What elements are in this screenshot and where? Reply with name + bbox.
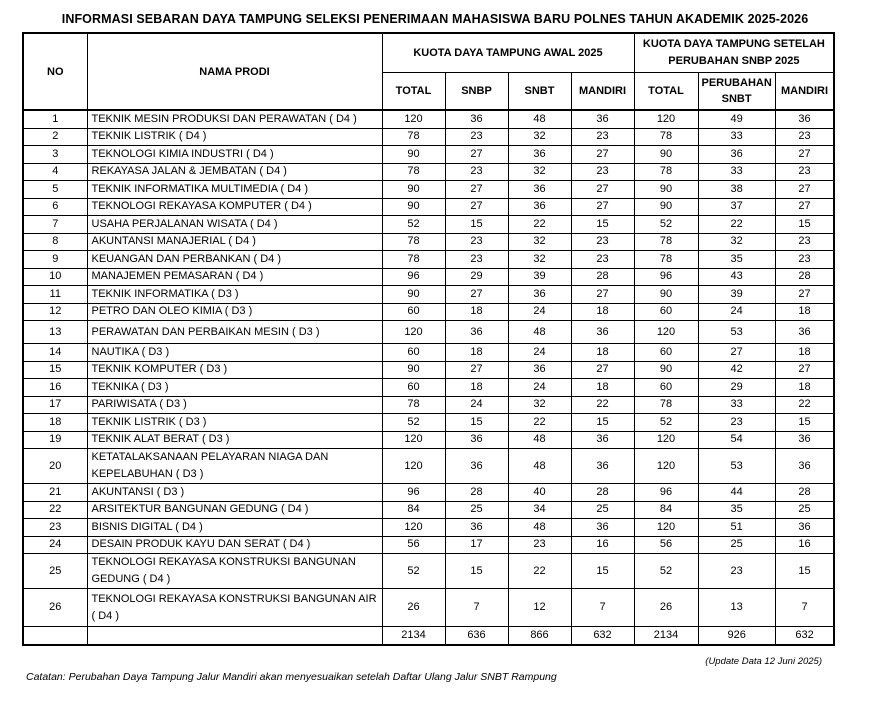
table-row [23, 361, 834, 379]
cell-snbt: 32 [508, 163, 571, 181]
cell-mandiri: 36 [571, 519, 634, 537]
cell-total2: 96 [634, 268, 698, 286]
cell-snbt2: 54 [698, 431, 775, 449]
cell-mandiri2: 15 [775, 414, 834, 432]
cell-total2: 60 [634, 303, 698, 321]
cell-prodi: MANAJEMEN PEMASARAN ( D4 ) [87, 268, 382, 286]
cell-snbt: 32 [508, 233, 571, 251]
cell-snbt2: 29 [698, 379, 775, 397]
table-row [23, 251, 834, 269]
cell-total2: 120 [634, 519, 698, 537]
cell-total2: 90 [634, 181, 698, 199]
cell-snbt2: 43 [698, 268, 775, 286]
cell-prodi: KETATALAKSANAAN PELAYARAN NIAGA DAN KEPELABUHAN ( D3 ) [87, 449, 382, 484]
cell-snbp: 27 [445, 286, 508, 304]
header-total-2: TOTAL [634, 73, 698, 111]
cell-snbp: 36 [445, 449, 508, 484]
cell-prodi: TEKNOLOGI REKAYASA KOMPUTER ( D4 ) [87, 198, 382, 216]
cell-snbp: 7 [445, 589, 508, 627]
cell-mandiri: 27 [571, 361, 634, 379]
cell-prodi: USAHA PERJALANAN WISATA ( D4 ) [87, 216, 382, 234]
cell-snbt2: 33 [698, 396, 775, 414]
cell-snbp: 15 [445, 216, 508, 234]
cell-no: 7 [23, 216, 87, 234]
cell-snbt: 24 [508, 379, 571, 397]
cell-mandiri: 36 [571, 321, 634, 344]
cell-mandiri: 27 [571, 286, 634, 304]
table-row [23, 286, 834, 304]
cell-snbt: 48 [508, 449, 571, 484]
cell-snbt: 39 [508, 268, 571, 286]
cell-mandiri: 28 [571, 268, 634, 286]
cell-prodi: AKUNTANSI ( D3 ) [87, 484, 382, 502]
cell-prodi: TEKNIK LISTRIK ( D3 ) [87, 414, 382, 432]
cell-mandiri2: 28 [775, 268, 834, 286]
cell-prodi: TEKNOLOGI KIMIA INDUSTRI ( D4 ) [87, 146, 382, 164]
cell-snbp: 24 [445, 396, 508, 414]
cell-total: 78 [382, 396, 445, 414]
table-row [23, 554, 834, 589]
cell-total2: 56 [634, 536, 698, 554]
header-nama-prodi: NAMA PRODI [87, 33, 382, 110]
table-row [23, 321, 834, 344]
cell-prodi: BISNIS DIGITAL ( D4 ) [87, 519, 382, 537]
cell-total2: 90 [634, 198, 698, 216]
cell-prodi: REKAYASA JALAN & JEMBATAN ( D4 ) [87, 163, 382, 181]
cell-snbt: 48 [508, 321, 571, 344]
cell-snbt: 22 [508, 414, 571, 432]
cell-snbt: 40 [508, 484, 571, 502]
cell-snbt2: 51 [698, 519, 775, 537]
cell-prodi: TEKNIK MESIN PRODUKSI DAN PERAWATAN ( D4 ) [87, 110, 382, 128]
cell-no: 24 [23, 536, 87, 554]
cell-snbp: 18 [445, 303, 508, 321]
cell-total2: 120 [634, 431, 698, 449]
cell-no: 6 [23, 198, 87, 216]
cell-snbt: 22 [508, 554, 571, 589]
table-row [23, 519, 834, 537]
cell-total: 56 [382, 536, 445, 554]
header-mandiri: MANDIRI [571, 73, 634, 111]
table-row [23, 268, 834, 286]
cell-mandiri2: 27 [775, 198, 834, 216]
cell-total2: 84 [634, 501, 698, 519]
cell-no: 4 [23, 163, 87, 181]
cell-snbp: 36 [445, 519, 508, 537]
cell-mandiri2: 23 [775, 251, 834, 269]
cell-mandiri2: 27 [775, 146, 834, 164]
cell-snbt: 48 [508, 110, 571, 128]
cell-total: 90 [382, 181, 445, 199]
cell-snbt2: 35 [698, 501, 775, 519]
cell-snbt: 36 [508, 198, 571, 216]
cell-snbp: 25 [445, 501, 508, 519]
cell-snbp: 27 [445, 146, 508, 164]
cell-snbt2: 53 [698, 449, 775, 484]
cell-mandiri2: 7 [775, 589, 834, 627]
total-total2: 2134 [634, 627, 698, 646]
table-row [23, 589, 834, 627]
cell-no: 12 [23, 303, 87, 321]
footnote: Catatan: Perubahan Daya Tampung Jalur Mandiri akan menyesuaikan setelah Daftar Ulang Jalur SNBT Rampung [26, 671, 557, 683]
header-perubahan-snbt: PERUBAHAN SNBT [698, 73, 775, 111]
cell-total: 120 [382, 110, 445, 128]
cell-mandiri2: 25 [775, 501, 834, 519]
cell-total2: 60 [634, 379, 698, 397]
table-row [23, 414, 834, 432]
table-row [23, 128, 834, 146]
total-snbt: 866 [508, 627, 571, 646]
cell-total: 52 [382, 216, 445, 234]
cell-total2: 90 [634, 286, 698, 304]
cell-mandiri: 16 [571, 536, 634, 554]
cell-snbt2: 33 [698, 163, 775, 181]
cell-snbp: 23 [445, 251, 508, 269]
cell-total2: 60 [634, 344, 698, 362]
table-row [23, 216, 834, 234]
cell-total2: 26 [634, 589, 698, 627]
cell-total: 90 [382, 286, 445, 304]
cell-snbt2: 25 [698, 536, 775, 554]
cell-snbt: 32 [508, 128, 571, 146]
cell-no: 3 [23, 146, 87, 164]
cell-snbp: 18 [445, 379, 508, 397]
cell-snbt2: 44 [698, 484, 775, 502]
cell-total: 120 [382, 519, 445, 537]
cell-mandiri2: 36 [775, 519, 834, 537]
cell-mandiri2: 18 [775, 344, 834, 362]
cell-snbt2: 35 [698, 251, 775, 269]
cell-total: 120 [382, 449, 445, 484]
cell-mandiri: 18 [571, 379, 634, 397]
total-snbt2: 926 [698, 627, 775, 646]
cell-snbt2: 27 [698, 344, 775, 362]
table-row [23, 396, 834, 414]
cell-prodi: DESAIN PRODUK KAYU DAN SERAT ( D4 ) [87, 536, 382, 554]
cell-no: 9 [23, 251, 87, 269]
cell-prodi: TEKNIKA ( D3 ) [87, 379, 382, 397]
cell-no: 8 [23, 233, 87, 251]
table-row [23, 379, 834, 397]
quota-table [22, 32, 835, 646]
cell-total2: 78 [634, 251, 698, 269]
totals-row [23, 627, 834, 646]
cell-no: 18 [23, 414, 87, 432]
cell-snbp: 15 [445, 554, 508, 589]
cell-mandiri2: 15 [775, 216, 834, 234]
cell-mandiri2: 27 [775, 286, 834, 304]
header-snbt: SNBT [508, 73, 571, 111]
cell-mandiri2: 27 [775, 361, 834, 379]
cell-snbp: 18 [445, 344, 508, 362]
header-group-setelah: KUOTA DAYA TAMPUNG SETELAH PERUBAHAN SNBP 2025 [634, 33, 834, 73]
cell-total: 26 [382, 589, 445, 627]
cell-mandiri: 25 [571, 501, 634, 519]
cell-no: 21 [23, 484, 87, 502]
cell-snbt: 22 [508, 216, 571, 234]
cell-mandiri2: 16 [775, 536, 834, 554]
cell-no: 2 [23, 128, 87, 146]
cell-snbp: 27 [445, 181, 508, 199]
cell-no: 19 [23, 431, 87, 449]
cell-mandiri2: 23 [775, 128, 834, 146]
cell-snbt: 36 [508, 361, 571, 379]
cell-total2: 120 [634, 449, 698, 484]
cell-no: 14 [23, 344, 87, 362]
cell-snbt: 36 [508, 146, 571, 164]
cell-total2: 52 [634, 414, 698, 432]
cell-total: 52 [382, 554, 445, 589]
cell-snbp: 27 [445, 198, 508, 216]
cell-no: 20 [23, 449, 87, 484]
cell-prodi: TEKNIK INFORMATIKA ( D3 ) [87, 286, 382, 304]
cell-mandiri: 27 [571, 181, 634, 199]
header-total: TOTAL [382, 73, 445, 111]
cell-total2: 52 [634, 216, 698, 234]
cell-snbt: 12 [508, 589, 571, 627]
cell-total: 78 [382, 128, 445, 146]
cell-snbt2: 36 [698, 146, 775, 164]
cell-mandiri2: 36 [775, 449, 834, 484]
cell-prodi: PETRO DAN OLEO KIMIA ( D3 ) [87, 303, 382, 321]
table-row [23, 233, 834, 251]
cell-no: 13 [23, 321, 87, 344]
cell-prodi: TEKNIK INFORMATIKA MULTIMEDIA ( D4 ) [87, 181, 382, 199]
cell-snbt: 36 [508, 286, 571, 304]
cell-snbt2: 37 [698, 198, 775, 216]
cell-snbt: 48 [508, 431, 571, 449]
cell-total: 60 [382, 303, 445, 321]
cell-no: 15 [23, 361, 87, 379]
cell-mandiri: 23 [571, 163, 634, 181]
table-row [23, 431, 834, 449]
cell-mandiri2: 23 [775, 163, 834, 181]
cell-snbt2: 13 [698, 589, 775, 627]
cell-mandiri2: 36 [775, 431, 834, 449]
cell-total2: 78 [634, 233, 698, 251]
total-mandiri: 632 [571, 627, 634, 646]
cell-snbp: 17 [445, 536, 508, 554]
cell-total: 96 [382, 268, 445, 286]
cell-mandiri: 7 [571, 589, 634, 627]
cell-mandiri: 15 [571, 216, 634, 234]
cell-prodi: TEKNOLOGI REKAYASA KONSTRUKSI BANGUNAN AIR ( D4 ) [87, 589, 382, 627]
cell-snbt2: 53 [698, 321, 775, 344]
cell-snbp: 36 [445, 110, 508, 128]
cell-snbt2: 39 [698, 286, 775, 304]
cell-snbp: 29 [445, 268, 508, 286]
cell-snbt: 34 [508, 501, 571, 519]
cell-mandiri: 36 [571, 431, 634, 449]
cell-mandiri: 15 [571, 554, 634, 589]
cell-total: 120 [382, 431, 445, 449]
cell-mandiri: 23 [571, 233, 634, 251]
cell-snbt: 36 [508, 181, 571, 199]
table-row [23, 484, 834, 502]
cell-mandiri: 18 [571, 303, 634, 321]
blank-cell [23, 627, 87, 646]
header-group-awal: KUOTA DAYA TAMPUNG AWAL 2025 [382, 33, 634, 73]
cell-prodi: TEKNOLOGI REKAYASA KONSTRUKSI BANGUNAN GEDUNG ( D4 ) [87, 554, 382, 589]
cell-snbt2: 49 [698, 110, 775, 128]
cell-total2: 90 [634, 146, 698, 164]
cell-no: 22 [23, 501, 87, 519]
cell-mandiri2: 18 [775, 303, 834, 321]
cell-snbp: 15 [445, 414, 508, 432]
cell-total2: 90 [634, 361, 698, 379]
cell-no: 25 [23, 554, 87, 589]
cell-mandiri2: 18 [775, 379, 834, 397]
cell-snbt: 23 [508, 536, 571, 554]
cell-mandiri2: 36 [775, 110, 834, 128]
cell-total: 84 [382, 501, 445, 519]
update-note: (Update Data 12 Juni 2025) [705, 656, 822, 667]
cell-no: 17 [23, 396, 87, 414]
cell-mandiri2: 28 [775, 484, 834, 502]
table-row [23, 181, 834, 199]
cell-prodi: NAUTIKA ( D3 ) [87, 344, 382, 362]
cell-prodi: KEUANGAN DAN PERBANKAN ( D4 ) [87, 251, 382, 269]
cell-snbp: 23 [445, 233, 508, 251]
cell-snbt2: 33 [698, 128, 775, 146]
cell-total2: 52 [634, 554, 698, 589]
cell-total2: 120 [634, 110, 698, 128]
cell-prodi: PARIWISATA ( D3 ) [87, 396, 382, 414]
cell-total2: 78 [634, 163, 698, 181]
cell-snbt2: 23 [698, 554, 775, 589]
cell-snbp: 36 [445, 431, 508, 449]
cell-no: 16 [23, 379, 87, 397]
cell-snbp: 28 [445, 484, 508, 502]
cell-total2: 78 [634, 396, 698, 414]
cell-mandiri: 27 [571, 198, 634, 216]
cell-prodi: AKUNTANSI MANAJERIAL ( D4 ) [87, 233, 382, 251]
cell-snbt2: 23 [698, 414, 775, 432]
cell-total2: 120 [634, 321, 698, 344]
cell-prodi: TEKNIK KOMPUTER ( D3 ) [87, 361, 382, 379]
cell-mandiri: 23 [571, 251, 634, 269]
cell-snbp: 27 [445, 361, 508, 379]
cell-no: 1 [23, 110, 87, 128]
cell-prodi: PERAWATAN DAN PERBAIKAN MESIN ( D3 ) [87, 321, 382, 344]
header-no: NO [23, 33, 87, 110]
cell-total: 78 [382, 251, 445, 269]
cell-mandiri: 27 [571, 146, 634, 164]
cell-no: 11 [23, 286, 87, 304]
table-row [23, 501, 834, 519]
table-row [23, 303, 834, 321]
cell-snbt2: 24 [698, 303, 775, 321]
cell-mandiri2: 22 [775, 396, 834, 414]
table-row [23, 198, 834, 216]
cell-total: 96 [382, 484, 445, 502]
total-snbp: 636 [445, 627, 508, 646]
cell-snbp: 23 [445, 163, 508, 181]
cell-prodi: ARSITEKTUR BANGUNAN GEDUNG ( D4 ) [87, 501, 382, 519]
cell-snbt2: 42 [698, 361, 775, 379]
table-row [23, 344, 834, 362]
table-body [23, 110, 834, 645]
cell-total: 90 [382, 361, 445, 379]
cell-no: 23 [23, 519, 87, 537]
cell-mandiri: 36 [571, 449, 634, 484]
table-row [23, 536, 834, 554]
cell-total: 78 [382, 163, 445, 181]
table-row [23, 110, 834, 128]
cell-mandiri2: 23 [775, 233, 834, 251]
cell-mandiri2: 36 [775, 321, 834, 344]
blank-cell [87, 627, 382, 646]
cell-mandiri: 15 [571, 414, 634, 432]
total-mandiri2: 632 [775, 627, 834, 646]
cell-mandiri2: 15 [775, 554, 834, 589]
cell-mandiri2: 27 [775, 181, 834, 199]
cell-snbt: 48 [508, 519, 571, 537]
cell-snbt: 32 [508, 396, 571, 414]
cell-total: 52 [382, 414, 445, 432]
cell-snbt2: 22 [698, 216, 775, 234]
cell-no: 10 [23, 268, 87, 286]
cell-mandiri: 22 [571, 396, 634, 414]
cell-mandiri: 23 [571, 128, 634, 146]
table-row [23, 146, 834, 164]
cell-total2: 96 [634, 484, 698, 502]
cell-total: 78 [382, 233, 445, 251]
cell-total: 90 [382, 146, 445, 164]
cell-prodi: TEKNIK LISTRIK ( D4 ) [87, 128, 382, 146]
cell-snbt2: 32 [698, 233, 775, 251]
cell-snbt: 24 [508, 303, 571, 321]
cell-snbt: 32 [508, 251, 571, 269]
cell-no: 5 [23, 181, 87, 199]
cell-snbt: 24 [508, 344, 571, 362]
page-title: INFORMASI SEBARAN DAYA TAMPUNG SELEKSI PENERIMAAN MAHASISWA BARU POLNES TAHUN AKADEMIK 2025-2026 [61, 12, 809, 26]
header-mandiri-2: MANDIRI [775, 73, 834, 111]
cell-snbp: 36 [445, 321, 508, 344]
cell-no: 26 [23, 589, 87, 627]
header-snbp: SNBP [445, 73, 508, 111]
cell-total: 60 [382, 379, 445, 397]
table-row [23, 163, 834, 181]
cell-prodi: TEKNIK ALAT BERAT ( D3 ) [87, 431, 382, 449]
cell-snbt2: 38 [698, 181, 775, 199]
cell-mandiri: 18 [571, 344, 634, 362]
cell-mandiri: 36 [571, 110, 634, 128]
table-row [23, 449, 834, 484]
cell-total2: 78 [634, 128, 698, 146]
cell-mandiri: 28 [571, 484, 634, 502]
total-total: 2134 [382, 627, 445, 646]
cell-snbp: 23 [445, 128, 508, 146]
cell-total: 90 [382, 198, 445, 216]
cell-total: 120 [382, 321, 445, 344]
cell-total: 60 [382, 344, 445, 362]
